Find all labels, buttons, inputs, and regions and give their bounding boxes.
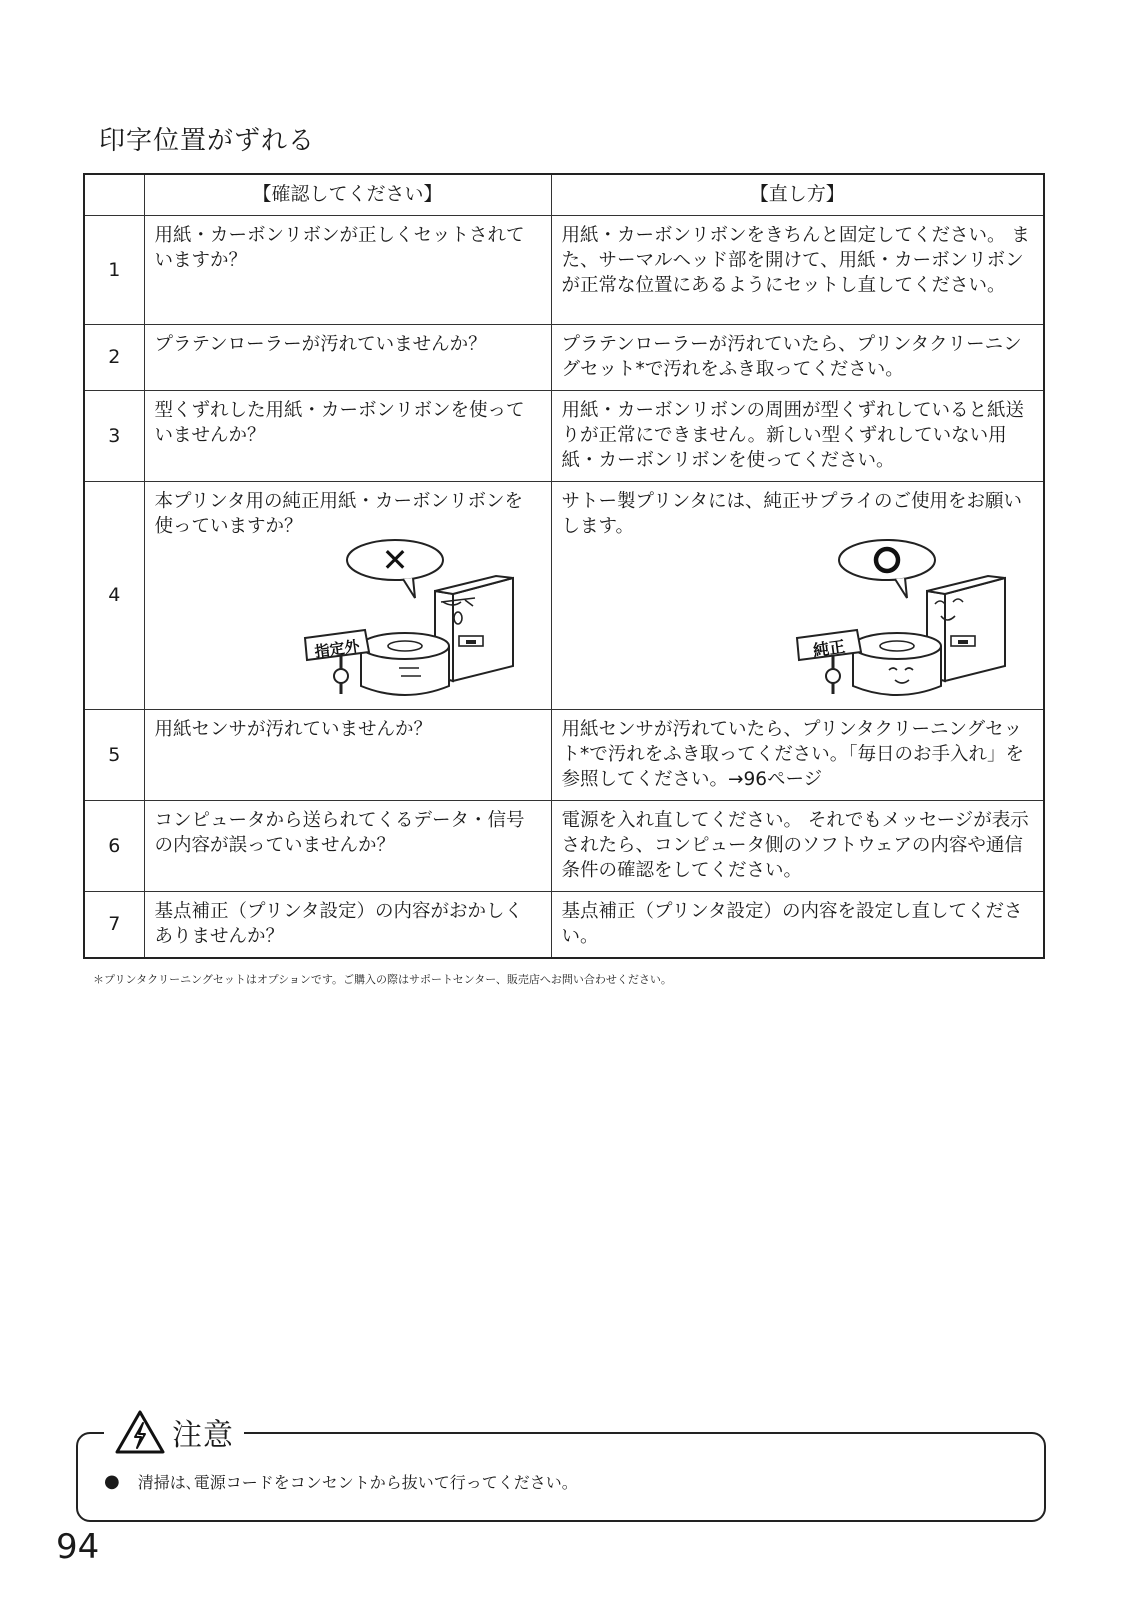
non-genuine-sign-label: 指定外 [313, 636, 361, 662]
fix-cell-text: サトー製プリンタには、純正サプライのご使用をお願いします。 [561, 491, 1022, 537]
non-genuine-supply-illustration [303, 536, 533, 701]
bullet-icon: ● [104, 1471, 120, 1492]
row-number: 2 [84, 325, 144, 391]
row-number: 3 [84, 391, 144, 482]
fix-cell: 用紙・カーボンリボンの周囲が型くずれしていると紙送りが正常にできません。新しい型くずれしていない用紙・カーボンリボンを使ってください。 [551, 391, 1044, 482]
caution-text: 清掃は､電源コードをコンセントから抜いて行ってください。 [137, 1473, 578, 1492]
check-cell: プラテンローラーが汚れていませんか？ [144, 325, 551, 391]
fix-cell: 用紙・カーボンリボンをきちんと固定してください。 また、サーマルヘッド部を開けて、用紙・カーボンリボンが正常な位置にあるようにセットし直してください。 [551, 216, 1044, 325]
table-row [84, 801, 1044, 892]
row-number: 4 [84, 482, 144, 710]
row-number: 1 [84, 216, 144, 325]
caution-header [104, 1409, 244, 1455]
electric-warning-icon [114, 1409, 166, 1455]
page-number: 94 [56, 1527, 100, 1567]
fix-cell: プラテンローラーが汚れていたら、プリンタクリーニングセット*で汚れをふき取ってください。 [551, 325, 1044, 391]
table-row [84, 710, 1044, 801]
caution-item [104, 1470, 578, 1493]
row-number: 5 [84, 710, 144, 801]
table-header-row [84, 174, 1044, 216]
header-number [84, 174, 144, 216]
genuine-supply-illustration [795, 536, 1025, 701]
table-row [84, 325, 1044, 391]
genuine-sign-label: 純正 [811, 636, 847, 661]
header-check: 【確認してください】 [144, 174, 551, 216]
fix-cell: 用紙センサが汚れていたら、プリンタクリーニングセット*で汚れをふき取ってください。「毎日のお手入れ」を参照してください。→96ページ [551, 710, 1044, 801]
sign-icon [305, 630, 369, 694]
footnote: ＊プリンタクリーニングセットはオプションです。ご購入の際はサポートセンター、販売店へお問い合わせください。 [93, 973, 672, 986]
check-cell: 基点補正（プリンタ設定）の内容がおかしくありませんか？ [144, 892, 551, 959]
row-number: 6 [84, 801, 144, 892]
check-cell-text: 本プリンタ用の純正用紙・カーボンリボンを使っていますか？ [154, 491, 524, 537]
fix-cell: 電源を入れ直してください。 それでもメッセージが表示されたら、コンピュータ側のソフトウェアの内容や通信条件の確認をしてください。 [551, 801, 1044, 892]
table-row [84, 482, 1044, 710]
troubleshooting-table [83, 173, 1045, 959]
check-cell: 用紙・カーボンリボンが正しくセットされていますか？ [144, 216, 551, 325]
table-row [84, 391, 1044, 482]
header-fix: 【直し方】 [551, 174, 1044, 216]
fix-cell [551, 482, 1044, 710]
table-row [84, 216, 1044, 325]
paper-roll-icon [853, 633, 941, 695]
check-cell: 型くずれした用紙・カーボンリボンを使っていませんか？ [144, 391, 551, 482]
check-cell [144, 482, 551, 710]
check-cell: 用紙センサが汚れていませんか？ [144, 710, 551, 801]
caution-title: 注意 [172, 1418, 234, 1453]
page-title: 印字位置がずれる [99, 126, 316, 156]
row-number: 7 [84, 892, 144, 959]
bad-mark: ✕ [381, 541, 408, 579]
paper-roll-icon [361, 633, 449, 695]
table-row [84, 892, 1044, 959]
fix-cell: 基点補正（プリンタ設定）の内容を設定し直してください。 [551, 892, 1044, 959]
sign-icon [797, 630, 861, 694]
speech-bubble [839, 540, 935, 580]
check-cell: コンピュータから送られてくるデータ・信号の内容が誤っていませんか？ [144, 801, 551, 892]
